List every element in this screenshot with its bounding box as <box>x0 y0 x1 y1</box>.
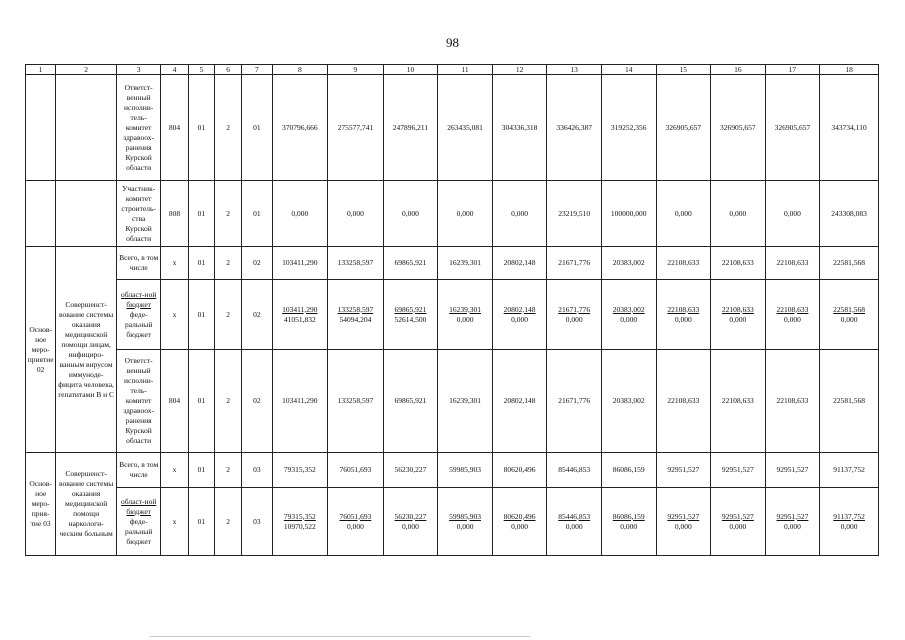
column-header: 17 <box>765 65 820 75</box>
value-cell: 76051,693 <box>328 453 384 488</box>
value-cell: 92951,527 <box>656 453 711 488</box>
value-cell <box>272 488 328 556</box>
cell-c4: х <box>161 488 188 556</box>
cell-c7: 03 <box>242 488 272 556</box>
value-cell <box>272 280 328 350</box>
value-cell: 22581,568 <box>820 247 879 280</box>
federal-budget-value: 0,000 <box>729 521 747 531</box>
activity-name-cell: Основ-ное меро-прия-тие 03 <box>26 453 56 556</box>
table-row <box>26 350 879 453</box>
value-cell <box>656 280 711 350</box>
value-cell: 79315,352 <box>272 453 328 488</box>
regional-budget-value: 56230,227 <box>394 511 427 521</box>
value-cell: 22581,568 <box>820 350 879 453</box>
column-header: 6 <box>214 65 241 75</box>
column-header: 12 <box>492 65 547 75</box>
regional-budget-value: 21671,776 <box>558 304 591 314</box>
cell-c5: 01 <box>188 280 214 350</box>
column-header: 16 <box>711 65 766 75</box>
cell-c5: 01 <box>188 181 214 247</box>
cell-c5: 01 <box>188 488 214 556</box>
value-cell: 133258,597 <box>328 350 384 453</box>
regional-budget-label: област-ной бюджет <box>121 496 157 516</box>
column-header: 11 <box>438 65 493 75</box>
federal-budget-value: 0,000 <box>402 521 419 531</box>
cell-c5: 01 <box>188 453 214 488</box>
cell-c7: 02 <box>242 247 272 280</box>
regional-budget-value: 22581,568 <box>833 304 866 314</box>
regional-budget-value: 22108,633 <box>667 304 700 314</box>
federal-budget-value: 52614,500 <box>394 314 427 324</box>
value-cell <box>820 488 879 556</box>
table-row <box>26 453 879 488</box>
value-cell: 92951,527 <box>765 453 820 488</box>
value-cell: 86086,159 <box>601 453 656 488</box>
regional-budget-value: 76051,693 <box>339 511 372 521</box>
value-cell: 370796,666 <box>272 75 328 181</box>
regional-budget-value: 16239,301 <box>449 304 481 314</box>
value-cell: 343734,110 <box>820 75 879 181</box>
value-cell: 80620,496 <box>492 453 547 488</box>
scan-artifact <box>150 636 530 637</box>
value-cell: 23219,510 <box>547 181 602 247</box>
regional-budget-value: 85446,853 <box>558 511 591 521</box>
column-header: 3 <box>116 65 160 75</box>
cell-empty <box>56 181 117 247</box>
value-cell <box>765 488 820 556</box>
federal-budget-label: феде-ральный бюджет <box>124 516 153 546</box>
column-header: 5 <box>188 65 214 75</box>
value-cell: 0,000 <box>711 181 766 247</box>
federal-budget-value: 41051,832 <box>283 314 316 324</box>
regional-budget-value: 86086,159 <box>612 511 645 521</box>
value-cell: 56230,227 <box>383 453 438 488</box>
value-cell <box>820 280 879 350</box>
column-header: 7 <box>242 65 272 75</box>
federal-budget-value: 0,000 <box>456 314 474 324</box>
value-cell: 92951,527 <box>711 453 766 488</box>
value-cell <box>601 488 656 556</box>
column-header: 15 <box>656 65 711 75</box>
cell-c6: 2 <box>214 453 241 488</box>
cell-c4: х <box>161 453 188 488</box>
value-cell: 69865,921 <box>383 247 438 280</box>
value-cell: 59985,903 <box>438 453 493 488</box>
value-cell <box>438 280 493 350</box>
value-cell <box>547 488 602 556</box>
value-cell: 133258,597 <box>328 247 384 280</box>
column-header: 1 <box>26 65 56 75</box>
federal-budget-value: 0,000 <box>783 521 801 531</box>
value-cell: 0,000 <box>383 181 438 247</box>
value-cell: 275577,741 <box>328 75 384 181</box>
value-cell: 16239,301 <box>438 247 493 280</box>
value-cell <box>492 280 547 350</box>
regional-budget-value: 91137,752 <box>833 511 865 521</box>
federal-budget-value: 0,000 <box>674 521 692 531</box>
value-cell: 22108,633 <box>656 350 711 453</box>
regional-budget-value: 69865,921 <box>394 304 427 314</box>
value-cell: 0,000 <box>328 181 384 247</box>
value-cell <box>328 488 384 556</box>
value-cell: 247896,211 <box>383 75 438 181</box>
federal-budget-value: 0,000 <box>674 314 692 324</box>
value-cell: 304336,318 <box>492 75 547 181</box>
total-label-cell: Всего, в том числе <box>116 453 160 488</box>
regional-budget-value: 22108,633 <box>721 304 754 314</box>
cell-c4: 804 <box>161 350 188 453</box>
value-cell: 0,000 <box>765 181 820 247</box>
value-cell: 22108,633 <box>765 350 820 453</box>
regional-budget-value: 133258,597 <box>337 304 374 314</box>
executor-cell: Участник-комитет строитель-ства Курской области <box>116 181 160 247</box>
cell-c7: 01 <box>242 181 272 247</box>
cell-c6: 2 <box>214 280 241 350</box>
regional-budget-value: 79315,352 <box>283 511 316 521</box>
value-cell: 319252,356 <box>601 75 656 181</box>
federal-budget-value: 0,000 <box>620 314 638 324</box>
cell-c7: 02 <box>242 280 272 350</box>
column-header: 4 <box>161 65 188 75</box>
table-row <box>26 488 879 556</box>
value-cell: 21671,776 <box>547 350 602 453</box>
value-cell: 91137,752 <box>820 453 879 488</box>
value-cell: 103411,290 <box>272 350 328 453</box>
value-cell: 326905,657 <box>711 75 766 181</box>
page-number: 98 <box>446 35 459 50</box>
regional-budget-value: 92951,527 <box>667 511 700 521</box>
cell-empty <box>26 75 56 181</box>
federal-budget-value: 10970,522 <box>283 521 316 531</box>
value-cell: 22108,633 <box>765 247 820 280</box>
federal-budget-value: 0,000 <box>346 521 364 531</box>
value-cell <box>765 280 820 350</box>
federal-budget-value: 0,000 <box>456 521 474 531</box>
regional-budget-value: 20383,002 <box>612 304 645 314</box>
cell-c6: 2 <box>214 181 241 247</box>
cell-c6: 2 <box>214 247 241 280</box>
federal-budget-value: 0,000 <box>729 314 747 324</box>
cell-c4: 808 <box>161 181 188 247</box>
executor-cell: Ответст-венный исполни-тель-комитет здравоох-ранения Курской области <box>116 75 160 181</box>
value-cell <box>383 280 438 350</box>
activity-description-cell: Совершенст-вование системы оказания медицинской помощи наркологи-ческим больным <box>56 453 117 556</box>
federal-budget-value: 54094,204 <box>339 314 372 324</box>
value-cell: 243308,083 <box>820 181 879 247</box>
cell-empty <box>56 75 117 181</box>
value-cell: 103411,290 <box>272 247 328 280</box>
value-cell: 20383,002 <box>601 350 656 453</box>
federal-budget-value: 0,000 <box>840 521 858 531</box>
federal-budget-value: 0,000 <box>840 314 858 324</box>
regional-budget-value: 22108,633 <box>776 304 809 314</box>
value-cell <box>492 488 547 556</box>
value-cell: 16239,301 <box>438 350 493 453</box>
value-cell: 22108,633 <box>711 247 766 280</box>
activity-name-cell: Основ-ное меро-приятие 02 <box>26 247 56 453</box>
regional-budget-value: 20802,148 <box>503 304 536 314</box>
value-cell: 100000,000 <box>601 181 656 247</box>
value-cell: 20802,148 <box>492 350 547 453</box>
activity-description-cell: Совершенст-вование системы оказания медицинской помощи лицам, инфициро-ванным вирусом иммуноде-фицита человека, гепатитами В и С <box>56 247 117 453</box>
value-cell: 20383,002 <box>601 247 656 280</box>
value-cell: 326905,657 <box>765 75 820 181</box>
column-header: 14 <box>601 65 656 75</box>
federal-budget-value: 0,000 <box>511 521 529 531</box>
cell-empty <box>26 181 56 247</box>
value-cell: 0,000 <box>272 181 328 247</box>
cell-c5: 01 <box>188 247 214 280</box>
table-row <box>26 280 879 350</box>
column-header: 2 <box>56 65 117 75</box>
value-cell <box>328 280 384 350</box>
value-cell <box>711 488 766 556</box>
federal-budget-value: 0,000 <box>783 314 801 324</box>
value-cell: 0,000 <box>656 181 711 247</box>
executor-cell: Ответст-венный исполни-тель-комитет здравоох-ранения Курской области <box>116 350 160 453</box>
regional-budget-value: 103411,290 <box>282 304 318 314</box>
value-cell: 326905,657 <box>656 75 711 181</box>
regional-budget-value: 92951,527 <box>776 511 809 521</box>
cell-c7: 01 <box>242 75 272 181</box>
value-cell <box>656 488 711 556</box>
regional-budget-value: 59985,903 <box>449 511 481 521</box>
column-header: 9 <box>328 65 384 75</box>
value-cell <box>547 280 602 350</box>
header-row <box>26 65 879 75</box>
cell-c7: 03 <box>242 453 272 488</box>
column-header: 13 <box>547 65 602 75</box>
value-cell <box>438 488 493 556</box>
value-cell: 0,000 <box>492 181 547 247</box>
cell-c4: 804 <box>161 75 188 181</box>
value-cell: 21671,776 <box>547 247 602 280</box>
cell-c4: х <box>161 280 188 350</box>
cell-c5: 01 <box>188 350 214 453</box>
federal-budget-value: 0,000 <box>620 521 638 531</box>
federal-budget-value: 0,000 <box>565 314 583 324</box>
federal-budget-label: феде-ральный бюджет <box>124 309 153 339</box>
total-label-cell: Всего, в том числе <box>116 247 160 280</box>
value-cell: 85446,853 <box>547 453 602 488</box>
value-cell: 0,000 <box>438 181 493 247</box>
federal-budget-value: 0,000 <box>565 521 583 531</box>
column-header: 8 <box>272 65 328 75</box>
federal-budget-value: 0,000 <box>511 314 529 324</box>
table-row <box>26 181 879 247</box>
value-cell: 263435,081 <box>438 75 493 181</box>
column-header: 18 <box>820 65 879 75</box>
cell-c6: 2 <box>214 75 241 181</box>
value-cell: 336426,387 <box>547 75 602 181</box>
cell-c7: 02 <box>242 350 272 453</box>
budget-label-cell <box>116 280 160 350</box>
value-cell: 69865,921 <box>383 350 438 453</box>
value-cell <box>601 280 656 350</box>
value-cell: 20802,148 <box>492 247 547 280</box>
budget-table <box>25 64 879 556</box>
cell-c6: 2 <box>214 350 241 453</box>
value-cell <box>711 280 766 350</box>
regional-budget-value: 92951,527 <box>721 511 754 521</box>
table-row <box>26 75 879 181</box>
regional-budget-label: област-ной бюджет <box>121 289 157 309</box>
column-header: 10 <box>383 65 438 75</box>
table-row <box>26 247 879 280</box>
value-cell: 22108,633 <box>711 350 766 453</box>
budget-label-cell <box>116 488 160 556</box>
value-cell: 22108,633 <box>656 247 711 280</box>
cell-c5: 01 <box>188 75 214 181</box>
regional-budget-value: 80620,496 <box>503 511 536 521</box>
cell-c6: 2 <box>214 488 241 556</box>
cell-c4: х <box>161 247 188 280</box>
value-cell <box>383 488 438 556</box>
